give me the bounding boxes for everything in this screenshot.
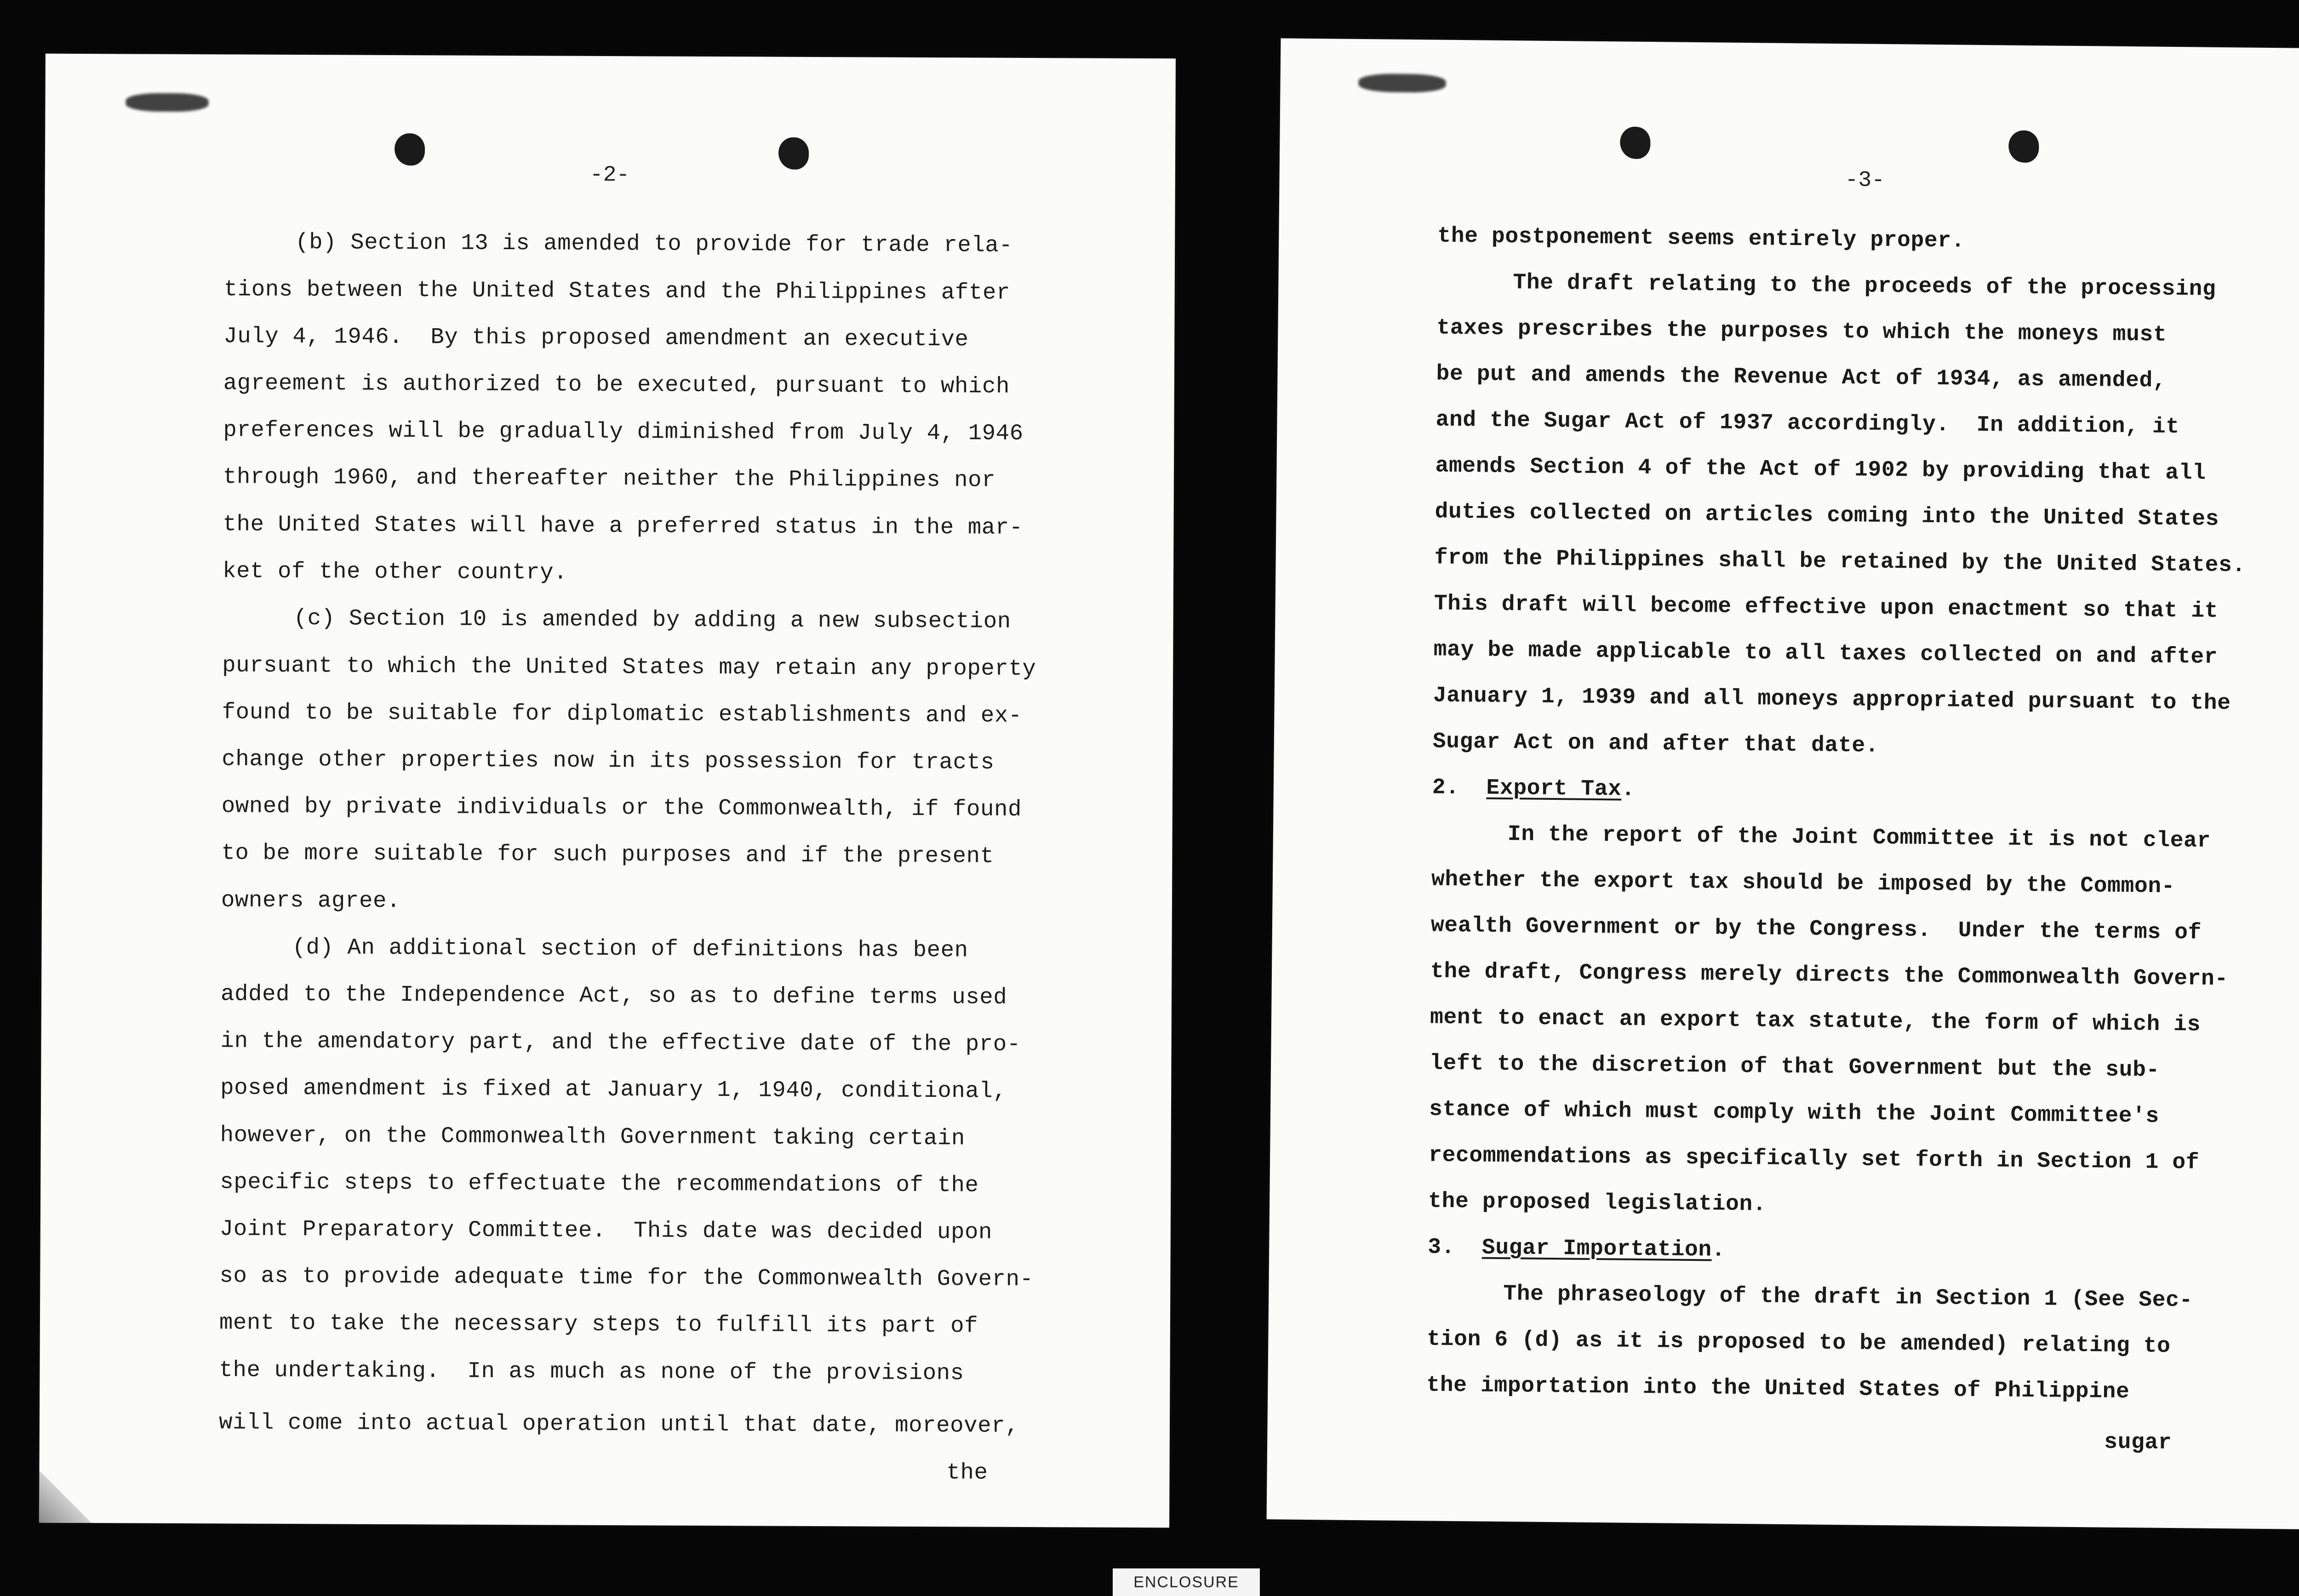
text-line: January 1, 1939 and all moneys appropriated pursuant to the [1433, 683, 2231, 716]
text-line: found to be suitable for diplomatic establishments and ex- [222, 699, 1023, 729]
text-line: owned by private individuals or the Commonwealth, if found [221, 793, 1022, 822]
text-line: preferences will be gradually diminished from July 4, 1946 [223, 417, 1024, 446]
heading-title: Sugar Importation [1481, 1235, 1712, 1263]
text-line: from the Philippines shall be retained by the United States. [1434, 545, 2246, 578]
punch-hole-left [1620, 126, 1651, 159]
text-line: the postponement seems entirely proper. [1437, 223, 1965, 254]
text-line: The phraseology of the draft in Section 1 (See Sec- [1503, 1282, 2193, 1313]
heading-period: . [1621, 777, 1636, 802]
section-heading-export-tax [1432, 775, 1636, 802]
text-line: the importation into the United States of Philippine [1426, 1373, 2130, 1405]
text-line: be put and amends the Revenue Act of 1934, as amended, [1436, 361, 2167, 393]
text-line: agreement is authorized to be executed, pursuant to which [223, 370, 1010, 399]
text-line: tions between the United States and the Philippines after [223, 276, 1011, 306]
text-line: owners agree. [221, 887, 401, 914]
text-line: (b) Section 13 is amended to provide for trade rela- [295, 229, 1013, 258]
page-number: -2- [589, 162, 630, 188]
heading-title: Export Tax [1486, 775, 1622, 802]
text-line: Joint Preparatory Committee. This date was decided upon [219, 1216, 993, 1245]
text-line: will come into actual operation until that date, moreover, [218, 1409, 1019, 1439]
text-line: left to the discretion of that Government but the sub- [1429, 1051, 2160, 1083]
text-line: Sugar Act on and after that date. [1432, 729, 1879, 758]
text-line: pursuant to which the United States may retain any property [222, 652, 1036, 682]
enclosure-tag: ENCLOSURE [1113, 1568, 1260, 1596]
text-line: specific steps to effectuate the recommendations of the [220, 1169, 979, 1198]
text-line: the proposed legislation. [1428, 1189, 1767, 1217]
text-line: however, on the Commonwealth Government taking certain [220, 1122, 966, 1151]
punch-hole-left [395, 133, 425, 165]
text-line: to be more suitable for such purposes and if the present [221, 840, 994, 869]
document-page-3 [1267, 38, 2299, 1530]
text-line: In the report of the Joint Committee it is not clear [1507, 822, 2211, 854]
text-line: wealth Government or by the Congress. Under the terms of [1430, 913, 2202, 946]
text-line: ment to enact an export tax statute, the form of which is [1430, 1005, 2201, 1037]
text-line: may be made applicable to all taxes collected on and after [1433, 637, 2218, 670]
text-line: and the Sugar Act of 1937 accordingly. In addition, it [1435, 407, 2180, 440]
text-line: taxes prescribes the purposes to which the moneys must [1436, 315, 2167, 348]
text-line: change other properties now in its possession for tracts [222, 746, 995, 775]
text-line: in the amendatory part, and the effective date of the pro- [220, 1028, 1021, 1057]
heading-period: . [1711, 1237, 1726, 1263]
text-line: July 4, 1946. By this proposed amendment an executive [223, 323, 969, 353]
punch-hole-right [778, 137, 809, 170]
text-line: ket of the other country. [222, 558, 568, 586]
heading-number: 2. [1432, 775, 1459, 801]
text-line: whether the export tax should be imposed by the Common- [1431, 867, 2175, 900]
text-line: posed amendment is fixed at January 1, 1940, conditional, [220, 1075, 1007, 1104]
text-line: the United States will have a preferred status in the mar- [223, 511, 1023, 541]
text-line: so as to provide adequate time for the Commonwealth Govern- [219, 1263, 1034, 1293]
text-line: amends Section 4 of the Act of 1902 by providing that all [1435, 453, 2206, 486]
text-line: duties collected on articles coming into the United States [1435, 499, 2219, 532]
text-line: tion 6 (d) as it is proposed to be amended) relating to [1427, 1327, 2171, 1359]
text-line: through 1960, and thereafter neither the Philippines nor [223, 464, 996, 493]
ink-smudge [1358, 74, 1446, 93]
catchword: sugar [2104, 1430, 2172, 1456]
catchword: the [946, 1459, 988, 1486]
punch-hole-right [2008, 130, 2039, 163]
document-page-2 [39, 54, 1176, 1528]
section-heading-sugar-importation [1428, 1235, 1725, 1262]
page-number: -3- [1845, 168, 1885, 193]
text-line: the undertaking. In as much as none of the provisions [219, 1357, 964, 1386]
text-line: (c) Section 10 is amended by adding a new subsection [293, 605, 1011, 634]
heading-number: 3. [1428, 1235, 1455, 1260]
ink-smudge [126, 93, 208, 112]
text-line: stance of which must comply with the Joint Committee's [1429, 1097, 2160, 1129]
text-line: recommendations as specifically set forth in Section 1 of [1428, 1143, 2200, 1175]
text-line: ment to take the necessary steps to fulfill its part of [219, 1310, 978, 1339]
page-corner-fold [39, 1472, 103, 1523]
text-line: the draft, Congress merely directs the Commonwealth Govern- [1430, 959, 2229, 992]
text-line: (d) An additional section of definitions has been [292, 935, 968, 963]
text-line: This draft will become effective upon enactment so that it [1434, 591, 2219, 624]
text-line: added to the Independence Act, so as to define terms used [220, 981, 1007, 1010]
text-line: The draft relating to the proceeds of the processing [1513, 270, 2216, 302]
